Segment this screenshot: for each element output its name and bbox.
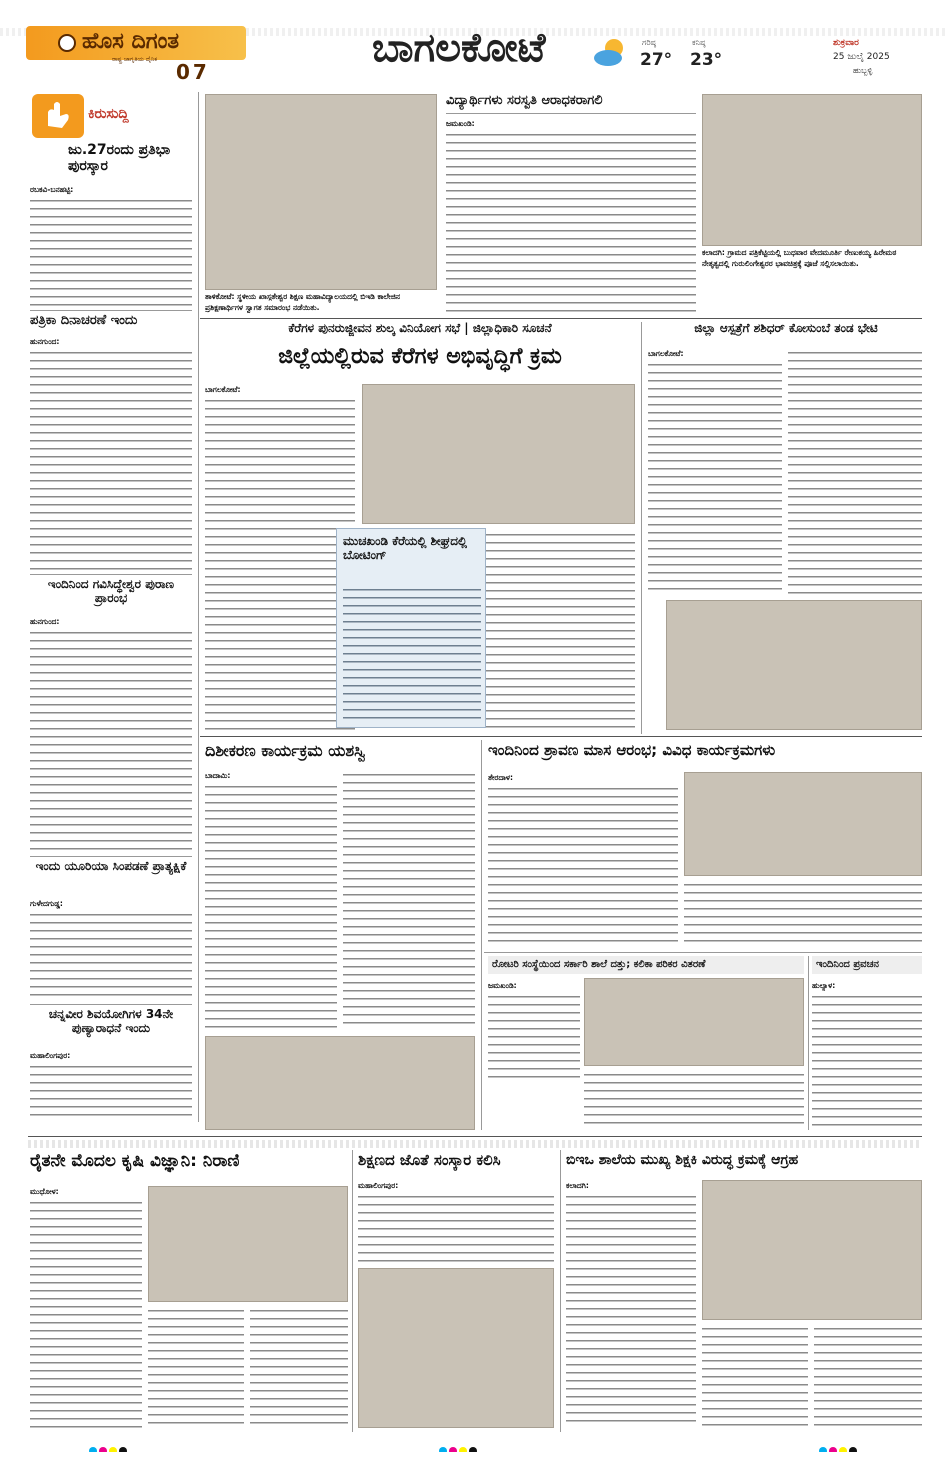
shravana-body-col2 (684, 880, 922, 948)
event-photo-kaladagi (702, 94, 922, 246)
row-divider (200, 736, 922, 737)
brief-body-1 (30, 196, 192, 306)
hand-icon (32, 94, 84, 138)
brief-dateline-2: ಹುನಗುಂದ: (30, 337, 60, 346)
registration-marks-right (818, 1440, 878, 1452)
photo-caption-kaladagi: ಕಲಾದಗಿ: ಗ್ರಾಮದ ಪತ್ರಿಕೆಟ್ಟಿಯಲ್ಲಿ ಬುಧವಾರ ವೇದಮೂರ್ತಿ ರೇಣುಕಯ್ಯ ಹಿರೇಮಠ ನೇತೃತ್ವದಲ್ಲಿ ಗುರುಲಿಂಗೇಶ್ವರರ ಭಾವಚಿತ್ರಕ್ಕೆ ಪೂಜೆ ಸಲ್ಲಿಸಲಾಯಿತು. (702, 248, 897, 268)
dishikarana-headline: ದಿಶೀಕರಣ ಕಾರ್ಯಕ್ರಮ ಯಶಸ್ವಿ (205, 742, 366, 760)
registration-dot (439, 1447, 447, 1452)
hospital-visit-photo (666, 600, 922, 730)
kere-inset-box (336, 528, 486, 728)
registration-dot (119, 1447, 127, 1452)
bitio-body-col1 (566, 1192, 696, 1428)
raitha-dateline: ಮುಧೋಳ: (30, 1187, 59, 1196)
brief-title-2: ಪತ್ರಿಕಾ ದಿನಾಚರಣೆ ಇಂದು (30, 314, 138, 328)
shikshana-body (358, 1192, 554, 1262)
raitha-photo (148, 1186, 348, 1302)
brief-dateline-4: ಗುಳೇದಗುಡ್ಡ: (30, 899, 63, 908)
column-rule (352, 1150, 353, 1432)
brief-body-3 (30, 628, 192, 852)
registration-dot (849, 1447, 857, 1452)
kere-kicker: ಕೆರೆಗಳ ಪುನರುಜ್ಜೀವನ ಶುಲ್ಕ ವಿನಿಯೋಗ ಸಭೆ | ಜಿಲ್ಲಾಧಿಕಾರಿ ಸೂಚನೆ (288, 322, 552, 335)
kirusuddi-badge (32, 94, 84, 138)
saraswati-dateline: ಜಮಖಂಡಿ: (446, 119, 475, 128)
page-number: 07 (176, 60, 210, 80)
kere-dateline: ಬಾಗಲಕೋಟೆ: (205, 385, 241, 394)
row-divider (200, 318, 922, 319)
divider (30, 856, 192, 857)
registration-dot (89, 1447, 97, 1452)
brief-dateline-5: ಮಹಾಲಿಂಗಪುರ: (30, 1051, 71, 1060)
shravana-photo (684, 772, 922, 876)
raitha-body-col1 (30, 1198, 142, 1430)
bitio-dateline: ಕಲಾದಗಿ: (566, 1181, 589, 1190)
registration-dot (109, 1447, 117, 1452)
registration-dot (449, 1447, 457, 1452)
shikshana-photo (358, 1268, 554, 1428)
dishikarana-body-col1 (205, 782, 337, 1030)
row-divider (484, 952, 922, 953)
hospital-dateline: ಬಾಗಲಕೋಟೆ: (648, 349, 684, 358)
hospital-body-col1 (648, 360, 782, 596)
event-photo-talikote (205, 94, 437, 290)
registration-marks-center (438, 1440, 498, 1452)
brand-name: ಹೊಸ ದಿಗಂತ (82, 29, 180, 54)
divider (30, 574, 192, 575)
kere-headline: ಜಿಲ್ಲೆಯಲ್ಲಿರುವ ಕೆರೆಗಳ ಅಭಿವೃದ್ಧಿಗೆ ಕ್ರಮ (278, 344, 562, 369)
registration-dot (99, 1447, 107, 1452)
min-temp-label: ಕನಿಷ್ಠ (692, 38, 706, 47)
pravachana-body (812, 992, 922, 1128)
shikshana-dateline: ಮಹಾಲಿಂಗಪುರ: (358, 1181, 399, 1190)
column-rule (560, 1150, 561, 1432)
brand-box (26, 20, 246, 80)
masthead (0, 0, 945, 92)
column-rule (198, 92, 199, 1122)
bottom-band (28, 1140, 922, 1148)
registration-dot (819, 1447, 827, 1452)
issue-day: ಶುಕ್ರವಾರ (833, 38, 859, 48)
column-rule (808, 956, 809, 1130)
bitio-photo (702, 1180, 922, 1320)
brief-title-4: ಇಂದು ಯೂರಿಯಾ ಸಿಂಪಡಣೆ ಪ್ರಾತ್ಯಕ್ಷಿಕೆ (35, 860, 187, 873)
hospital-body-col2 (788, 348, 922, 596)
brand-tagline: ರಾಷ್ಟ್ರ ಜಾಗೃತಿಯ ದೈನಿಕ (112, 56, 158, 63)
raitha-body-col2 (148, 1306, 244, 1430)
column-rule (481, 740, 482, 1130)
saraswati-body (446, 130, 696, 316)
dishikarana-body-col2 (343, 770, 475, 1030)
kirusuddi-label: ಕಿರುಸುದ್ದಿ (88, 106, 129, 122)
kirusuddi-column (28, 92, 194, 1122)
brief-dateline-1: ರಬಕವಿ-ಬನಹಟ್ಟಿ: (30, 185, 74, 194)
rotary-body-col1 (488, 992, 580, 1080)
issue-place: ಹುಬ್ಬಳ್ಳಿ (853, 66, 873, 75)
kere-body-col3 (492, 530, 635, 730)
rotary-headline: ರೋಟರಿ ಸಂಸ್ಥೆಯಿಂದ ಸರ್ಕಾರಿ ಶಾಲೆ ದತ್ತು; ಕಲಿಕಾ ಪರಿಕರ ವಿತರಣೆ (488, 956, 804, 974)
kere-body-col1 (205, 396, 355, 730)
registration-marks-left (88, 1440, 148, 1452)
kere-meeting-photo (362, 384, 635, 524)
shikshana-headline: ಶಿಕ್ಷಣದ ಜೊತೆ ಸಂಸ್ಕಾರ ಕಲಿಸಿ (358, 1152, 501, 1169)
shravana-headline: ಇಂದಿನಿಂದ ಶ್ರಾವಣ ಮಾಸ ಆರಂಭ; ವಿವಿಧ ಕಾರ್ಯಕ್ರಮಗಳು (488, 742, 776, 759)
brief-title-1: ಜು.27ರಂದು ಪ್ರತಿಭಾ ಪುರಸ್ಕಾರ (68, 142, 171, 175)
brief-body-5 (30, 1062, 192, 1120)
min-temp: 23° (690, 50, 723, 70)
kere-inset-body (343, 585, 481, 723)
brand-logo-icon (58, 34, 76, 52)
bitio-body-col2 (702, 1324, 808, 1428)
brief-dateline-3: ಹುನಗುಂದ: (30, 617, 60, 626)
rotary-photo (584, 978, 804, 1066)
divider (30, 310, 192, 311)
registration-dot (469, 1447, 477, 1452)
shravana-body-col1 (488, 784, 678, 948)
column-rule (641, 322, 642, 734)
saraswati-headline: ವಿದ್ಯಾರ್ಥಿಗಳು ಸರಸ್ವತಿ ಆರಾಧಕರಾಗಲಿ (446, 94, 696, 114)
hospital-headline: ಜಿಲ್ಲಾ ಆಸ್ಪತ್ರೆಗೆ ಶಶಿಧರ್ ಕೋಸುಂಬೆ ತಂಡ ಭೇಟಿ (694, 322, 878, 335)
raitha-headline: ರೈತನೇ ಮೊದಲ ಕೃಷಿ ವಿಜ್ಞಾನಿ: ನಿರಾಣಿ (30, 1152, 240, 1171)
max-temp: 27° (640, 50, 673, 70)
registration-dot (839, 1447, 847, 1452)
bitio-body-col3 (814, 1324, 922, 1428)
pravachana-dateline: ಹುಲ್ಯಾಳ: (812, 981, 836, 990)
max-temp-label: ಗರಿಷ್ಠ (642, 38, 656, 47)
pravachana-headline: ಇಂದಿನಿಂದ ಪ್ರವಚನ (812, 956, 922, 974)
dishikarana-photo (205, 1036, 475, 1130)
rotary-dateline: ಜಮಖಂಡಿ: (488, 981, 517, 990)
brief-title-3: ಇಂದಿನಿಂದ ಗವಿಸಿದ್ಧೇಶ್ವರ ಪುರಾಣ ಪ್ರಾರಂಭ (47, 578, 175, 605)
row-divider (28, 1136, 922, 1137)
registration-dot (459, 1447, 467, 1452)
brief-title-5: ಚನ್ನವೀರ ಶಿವಯೋಗಿಗಳ 34ನೇ ಪುಣ್ಯಾರಾಧನೆ ಇಂದು (48, 1008, 174, 1035)
raitha-body-col3 (250, 1306, 348, 1430)
shravana-dateline: ತೇರದಾಳ: (488, 773, 513, 782)
photo-caption-talikote: ತಾಳಿಕೋಟೆ: ಸ್ಥಳೀಯ ಖಾಸ್ಗತೇಶ್ವರ ಶಿಕ್ಷಣ ಮಹಾವಿದ್ಯಾಲಯದಲ್ಲಿ ಬಿಇಡಿ ಕಾಲೇಜಿನ ಪ್ರಶಿಕ್ಷಣಾರ್ಥಿಗಳ ಸ್ವಾಗತ ಸಮಾರಂಭ ನಡೆಯಿತು. (205, 292, 401, 312)
registration-dot (829, 1447, 837, 1452)
brief-body-2 (30, 348, 192, 570)
edition-name: ಬಾಗಲಕೋಟೆ (372, 25, 546, 71)
bitio-headline: ಬಿಇಒ ಶಾಲೆಯ ಮುಖ್ಯ ಶಿಕ್ಷಕಿ ವಿರುದ್ಧ ಕ್ರಮಕ್ಕೆ ಆಗ್ರಹ (566, 1152, 799, 1168)
issue-date: 25 ಜುಲೈ 2025 (833, 52, 890, 62)
divider (30, 1004, 192, 1005)
kere-inset-headline: ಮುಚಖಂಡಿ ಕೆರೆಯಲ್ಲಿ ಶೀಘ್ರದಲ್ಲಿ ಬೋಟಿಂಗ್ (343, 535, 468, 562)
weather-icon (592, 36, 632, 68)
dishikarana-dateline: ಬಾದಾಮಿ: (205, 771, 231, 780)
rotary-body-col2 (584, 1070, 804, 1130)
brief-body-4 (30, 910, 192, 1000)
